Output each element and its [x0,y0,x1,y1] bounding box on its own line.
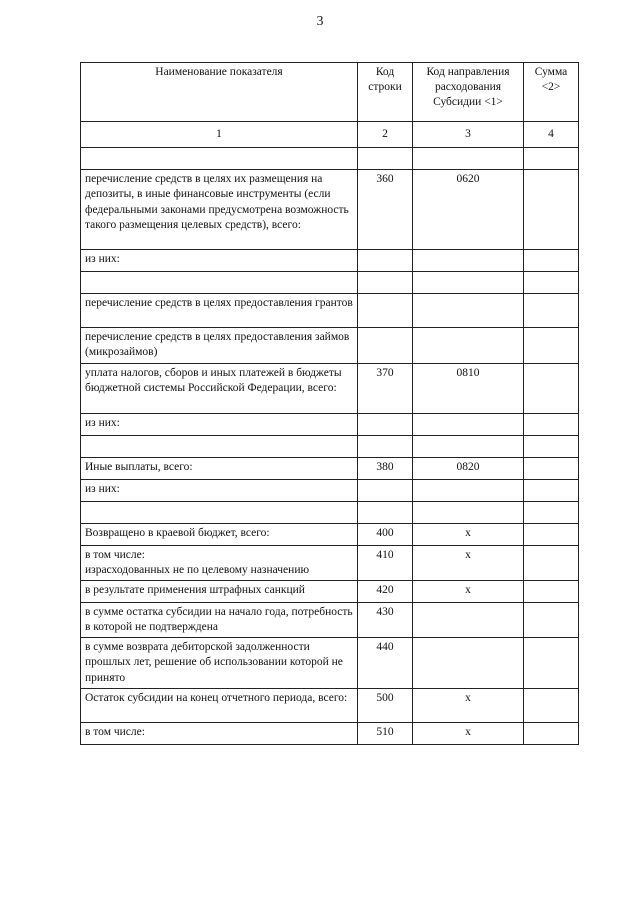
row-name-cell: в сумме остатка субсидии на начало года, потребность в которой не подтверждена [81,602,358,637]
row-name-cell: в сумме возврата дебиторской задолженности прошлых лет, решение об использовании которой не принято [81,638,358,689]
row-name-cell: из них: [81,413,358,435]
row-code-cell [358,250,413,272]
row-amount-cell [524,638,579,689]
row-direction-cell [413,501,524,523]
row-direction-cell [413,602,524,637]
header-code: Код строки [358,63,413,122]
row-direction-cell [413,638,524,689]
row-name-cell [81,272,358,294]
row-code-cell: 440 [358,638,413,689]
row-amount-cell [524,501,579,523]
row-name-cell: перечисление средств в целях их размещения на депозиты, в иные финансовые инструменты (если федеральными законами предусмотрена возможность такого размещения целевых средств), всего: [81,170,358,250]
header-direction: Код направления расходования Субсидии <1> [413,63,524,122]
row-amount-cell [524,545,579,580]
column-number-row [81,122,579,148]
row-direction-cell: x [413,580,524,602]
table-row [81,170,579,250]
table-row [81,479,579,501]
row-code-cell [358,501,413,523]
row-code-cell [358,479,413,501]
table-row [81,501,579,523]
row-amount-cell [524,170,579,250]
row-amount-cell [524,457,579,479]
column-number: 2 [358,122,413,148]
row-direction-cell: 0620 [413,170,524,250]
row-amount-cell [524,688,579,722]
row-name-cell [81,148,358,170]
table-row [81,328,579,363]
row-code-cell [358,435,413,457]
row-code-cell: 430 [358,602,413,637]
row-code-cell: 500 [358,688,413,722]
row-direction-cell: x [413,523,524,545]
row-direction-cell: 0810 [413,363,524,413]
row-direction-cell [413,250,524,272]
row-amount-cell [524,250,579,272]
table-row [81,363,579,413]
row-direction-cell [413,272,524,294]
row-direction-cell [413,328,524,363]
table-row [81,148,579,170]
table-row [81,413,579,435]
table-row [81,688,579,722]
row-code-cell: 510 [358,722,413,744]
row-amount-cell [524,413,579,435]
row-code-cell: 370 [358,363,413,413]
table-row [81,250,579,272]
row-name-cell: в том числе: [81,722,358,744]
row-name-cell: Возвращено в краевой бюджет, всего: [81,523,358,545]
row-code-cell: 420 [358,580,413,602]
row-amount-cell [524,294,579,328]
table-row [81,272,579,294]
row-name-cell: Остаток субсидии на конец отчетного периода, всего: [81,688,358,722]
row-name-cell [81,435,358,457]
row-direction-cell: x [413,722,524,744]
row-name-cell: Иные выплаты, всего: [81,457,358,479]
header-amount: Сумма <2> [524,63,579,122]
row-name-cell: из них: [81,479,358,501]
table-row [81,722,579,744]
table-row [81,523,579,545]
row-code-cell: 380 [358,457,413,479]
row-code-cell [358,328,413,363]
row-direction-cell [413,413,524,435]
row-name-cell: перечисление средств в целях предоставления займов (микрозаймов) [81,328,358,363]
column-number: 3 [413,122,524,148]
row-name-cell: в том числе: израсходованных не по целевому назначению [81,545,358,580]
row-name-cell: уплата налогов, сборов и иных платежей в бюджеты бюджетной системы Российской Федерации, всего: [81,363,358,413]
row-direction-cell [413,148,524,170]
row-code-cell [358,148,413,170]
row-direction-cell: 0820 [413,457,524,479]
row-direction-cell [413,435,524,457]
row-amount-cell [524,523,579,545]
row-name-cell: из них: [81,250,358,272]
row-amount-cell [524,328,579,363]
row-code-cell [358,272,413,294]
row-code-cell: 360 [358,170,413,250]
row-name-cell: перечисление средств в целях предоставления грантов [81,294,358,328]
header-name: Наименование показателя [81,63,358,122]
row-amount-cell [524,435,579,457]
row-name-cell: в результате применения штрафных санкций [81,580,358,602]
table-row [81,435,579,457]
table-row [81,545,579,580]
row-direction-cell [413,479,524,501]
page-number: 3 [316,14,324,29]
row-code-cell: 410 [358,545,413,580]
row-amount-cell [524,722,579,744]
row-name-cell [81,501,358,523]
report-table [80,62,579,745]
row-code-cell [358,413,413,435]
row-code-cell: 400 [358,523,413,545]
row-direction-cell: x [413,688,524,722]
table-row [81,602,579,637]
column-number: 4 [524,122,579,148]
row-direction-cell: x [413,545,524,580]
table-row [81,580,579,602]
row-amount-cell [524,272,579,294]
row-amount-cell [524,363,579,413]
row-amount-cell [524,148,579,170]
table-row [81,638,579,689]
row-amount-cell [524,479,579,501]
row-direction-cell [413,294,524,328]
table-row [81,294,579,328]
header-row [81,63,579,122]
row-amount-cell [524,602,579,637]
table-row [81,457,579,479]
row-code-cell [358,294,413,328]
row-amount-cell [524,580,579,602]
column-number: 1 [81,122,358,148]
